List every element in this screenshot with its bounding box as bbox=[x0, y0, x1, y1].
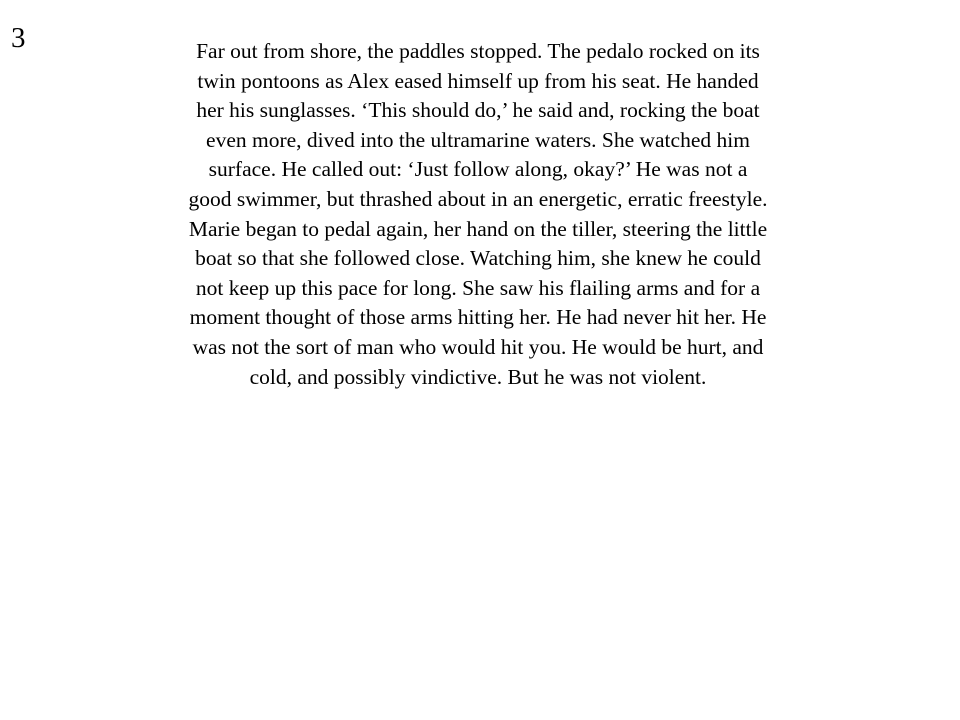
passage-line: not keep up this pace for long. She saw his flailing arms and for a bbox=[195, 275, 761, 300]
passage-line: cold, and possibly vindictive. But he was not violent. bbox=[249, 364, 707, 389]
passage-line: even more, dived into the ultramarine waters. She watched him bbox=[206, 127, 750, 152]
passage-line: her his sunglasses. ‘This should do,’ he said and, rocking the boat bbox=[196, 98, 760, 123]
slide-number: 3 bbox=[11, 22, 26, 54]
story-passage bbox=[150, 37, 806, 392]
passage-line: surface. He called out: ‘Just follow along, okay?’ He was not a bbox=[208, 157, 748, 182]
passage-line: was not the sort of man who would hit you. He would be hurt, and bbox=[192, 334, 764, 359]
passage-line: twin pontoons as Alex eased himself up from his seat. He handed bbox=[197, 68, 759, 93]
passage-line: boat so that she followed close. Watching him, she knew he could bbox=[195, 246, 761, 271]
passage-line: Marie began to pedal again, her hand on the tiller, steering the little bbox=[188, 216, 768, 241]
passage-line: Far out from shore, the paddles stopped. The pedalo rocked on its bbox=[196, 39, 760, 63]
passage-line: good swimmer, but thrashed about in an energetic, erratic freestyle. bbox=[188, 186, 768, 211]
passage-line: moment thought of those arms hitting her. He had never hit her. He bbox=[189, 305, 767, 330]
